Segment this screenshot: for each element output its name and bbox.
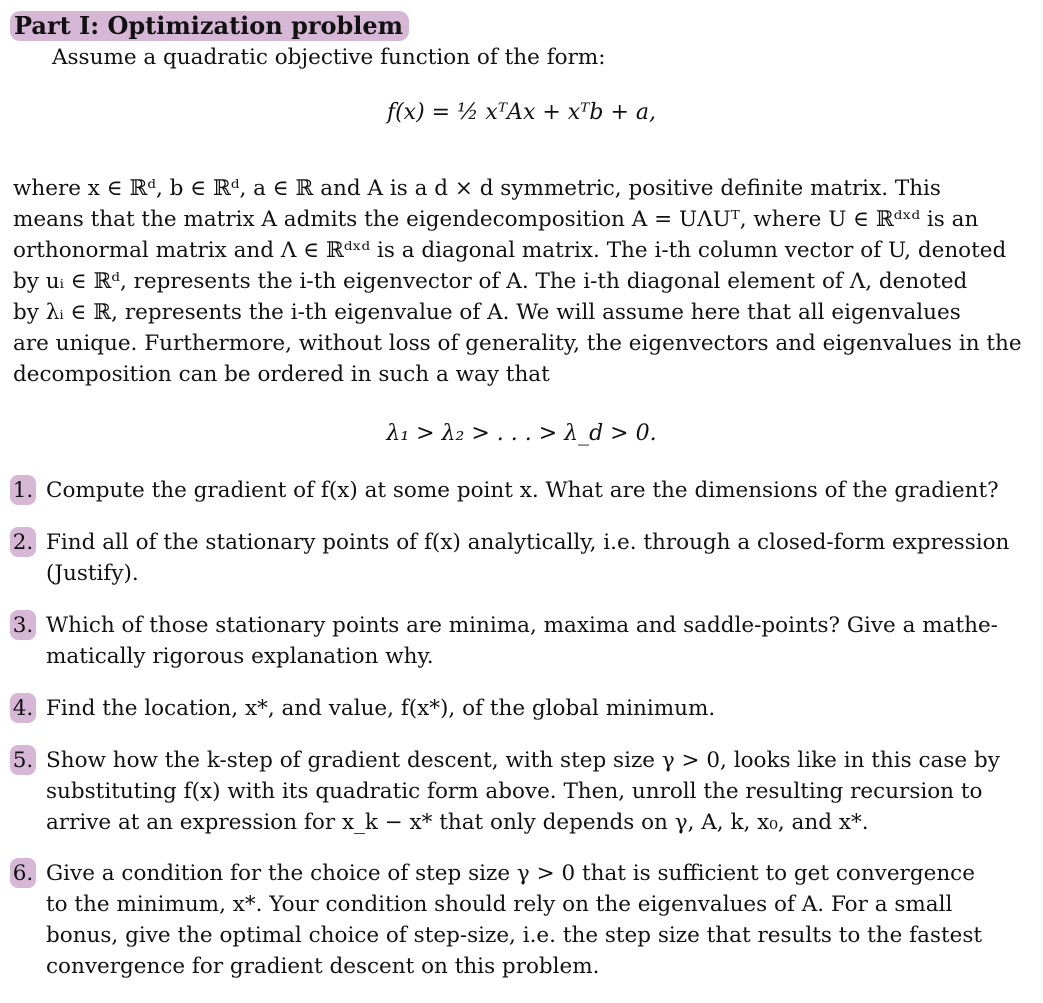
question-line: Which of those stationary points are minima, maxima and saddle-points? Give a mathe-: [46, 613, 998, 638]
question-text: [46, 527, 1012, 589]
question-number: 5.: [10, 745, 36, 775]
question-text: [46, 745, 1012, 838]
question-number: 1.: [10, 475, 36, 505]
objective-equation: f(x) = ½ xᵀAx + xᵀb + a,: [386, 100, 657, 125]
question-number: 4.: [10, 693, 36, 723]
question-line: Find all of the stationary points of f(x) analytically, i.e. through a closed-form expression: [46, 530, 1010, 555]
eigenvalue-ordering-equation: λ₁ > λ₂ > . . . > λ_d > 0.: [386, 421, 657, 446]
question-number: 6.: [10, 858, 36, 888]
question-line: bonus, give the optimal choice of step-size, i.e. the step size that results to the fastest: [46, 923, 983, 948]
question-line: convergence for gradient descent on this problem.: [46, 954, 600, 979]
paragraph-line: where x ∈ ℝᵈ, b ∈ ℝᵈ, a ∈ ℝ and A is a d × d symmetric, positive definite matrix. This: [13, 176, 941, 201]
question-text: [46, 475, 1012, 506]
description-paragraph: [13, 173, 1022, 390]
question-text: [46, 858, 1012, 982]
question-line: Find the location, x*, and value, f(x*), of the global minimum.: [46, 696, 716, 721]
question-number: 3.: [10, 610, 36, 640]
paragraph-line: are unique. Furthermore, without loss of generality, the eigenvectors and eigenvalues in the: [13, 331, 1022, 356]
question-text: [46, 693, 1012, 724]
question-line: to the minimum, x*. Your condition should rely on the eigenvalues of A. For a small: [46, 892, 953, 917]
question-text: [46, 610, 1012, 672]
section-heading: Part I: Optimization problem: [10, 11, 409, 41]
question-line: Show how the k-step of gradient descent, with step size γ > 0, looks like in this case by: [46, 748, 1000, 773]
paragraph-line: orthonormal matrix and Λ ∈ ℝᵈˣᵈ is a diagonal matrix. The i-th column vector of U, denoted: [13, 238, 1007, 263]
question-line: matically rigorous explanation why.: [46, 644, 434, 669]
paragraph-line: by λᵢ ∈ ℝ, represents the i-th eigenvalue of A. We will assume here that all eigenvalues: [13, 300, 961, 325]
intro-text: Assume a quadratic objective function of the form:: [52, 45, 606, 70]
question-line: arrive at an expression for x_k − x* that only depends on γ, A, k, x₀, and x*.: [46, 810, 869, 835]
question-line: (Justify).: [46, 561, 139, 586]
question-line: substituting f(x) with its quadratic form above. Then, unroll the resulting recursion to: [46, 779, 983, 804]
question-line: Compute the gradient of f(x) at some point x. What are the dimensions of the gradient?: [46, 478, 999, 503]
paragraph-line: means that the matrix A admits the eigendecomposition A = UΛUᵀ, where U ∈ ℝᵈˣᵈ is an: [13, 207, 979, 232]
question-line: Give a condition for the choice of step size γ > 0 that is sufficient to get convergence: [46, 861, 975, 886]
paragraph-line: by uᵢ ∈ ℝᵈ, represents the i-th eigenvector of A. The i-th diagonal element of Λ, denoted: [13, 269, 968, 294]
paragraph-line: decomposition can be ordered in such a way that: [13, 362, 550, 387]
question-number: 2.: [10, 527, 36, 557]
